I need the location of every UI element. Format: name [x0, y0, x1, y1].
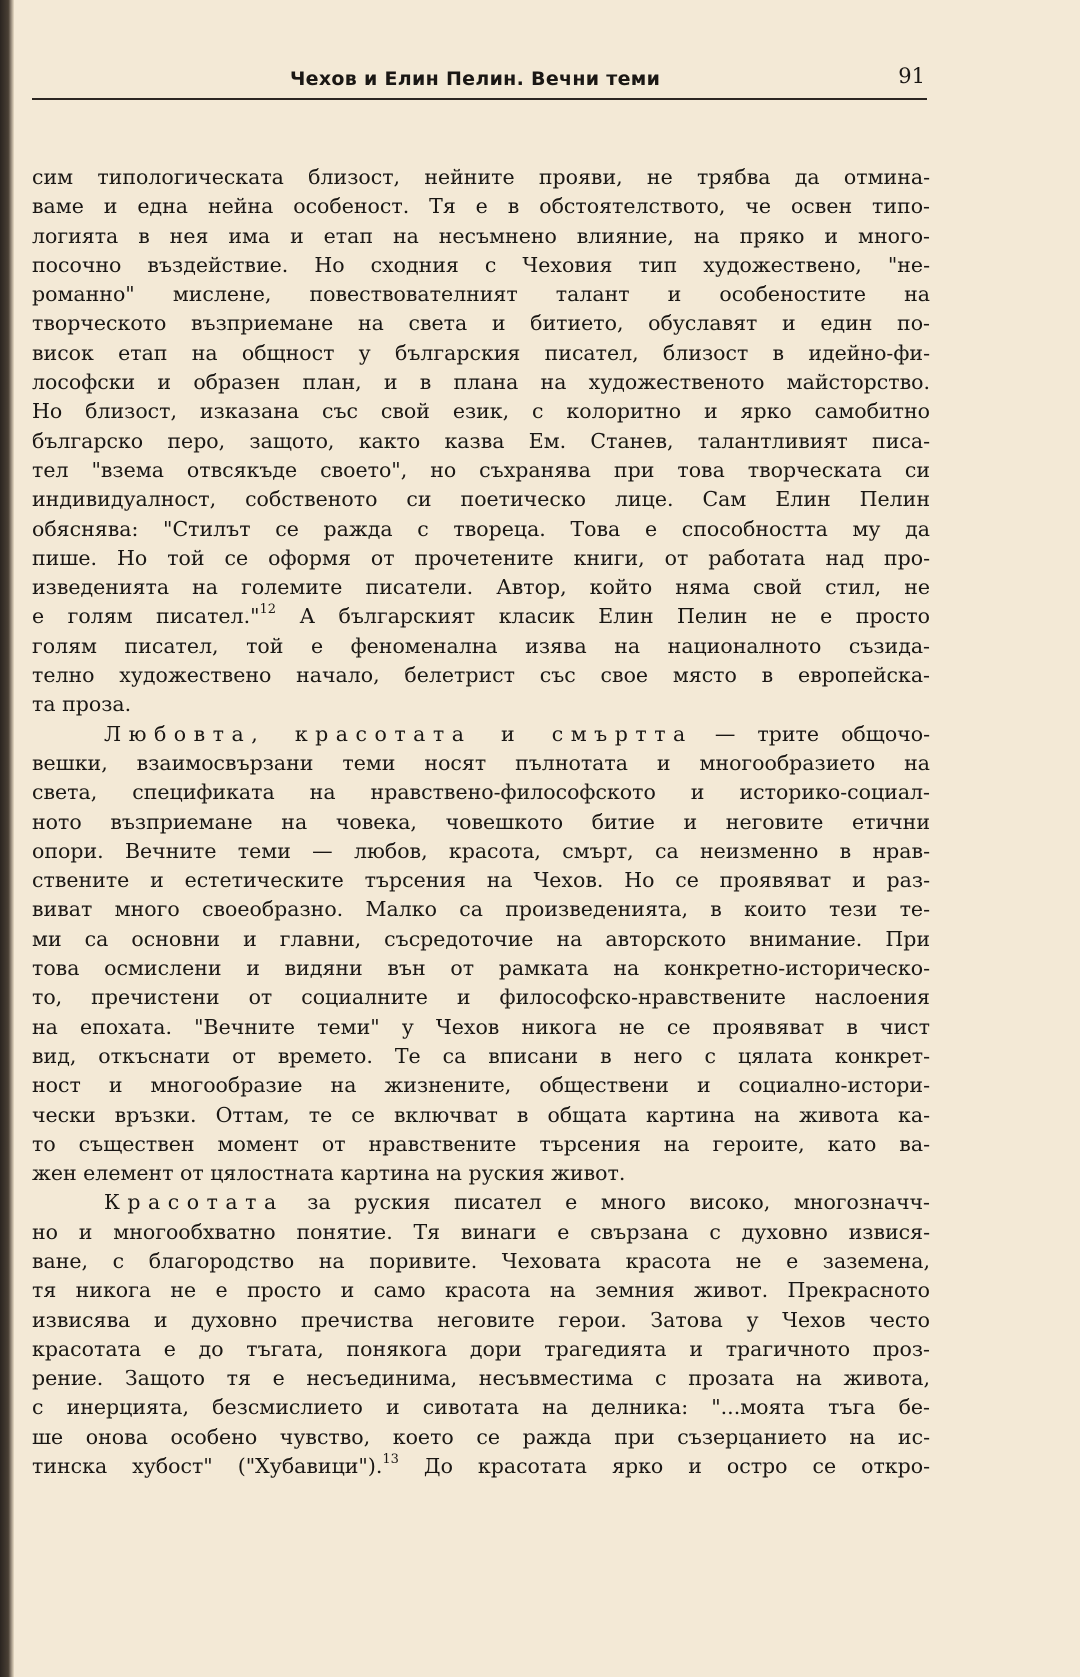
line-text: извисява и духовно пречиства неговите герои. Затова у Чехов често [32, 1307, 930, 1332]
text-line [32, 1423, 930, 1452]
text-line [32, 866, 930, 895]
text-line [32, 632, 930, 661]
line-text: то съществен момент от нравствените търсения на героите, като ва- [32, 1131, 930, 1156]
text-line [32, 1306, 930, 1335]
line-text: логията в нея има и етап на несъмнено влияние, на пряко и много- [32, 223, 930, 248]
line-text: света, спецификата на нравствено-философското и историко-социал- [32, 780, 930, 805]
text-line [32, 192, 930, 221]
footnote-marker: 13 [382, 1452, 399, 1468]
line-text: ше онова особено чувство, което се ражда при съзерцанието на ис- [32, 1424, 930, 1449]
line-text: лософски и образен план, и в плана на художественото майсторство. [32, 370, 930, 395]
text-line [32, 163, 930, 192]
line-text: опори. Вечните теми — любов, красота, смърт, са неизменно в нрав- [32, 838, 930, 863]
text-line [32, 749, 930, 778]
text-line [32, 1393, 930, 1422]
line-text: изведенията на големите писатели. Автор, който няма свой стил, не [32, 575, 930, 600]
line-text: ваме и една нейна особеност. Тя е в обстоятелството, че освен типо- [32, 194, 930, 219]
line-text: сим типологическата близост, нейните прояви, не трябва да отмина- [32, 165, 930, 189]
text-line [32, 515, 930, 544]
text-line [32, 720, 930, 749]
line-text: виват много своеобразно. Малко са произведенията, в които тези те- [32, 897, 930, 922]
text-line [32, 427, 930, 456]
text-line [32, 925, 930, 954]
line-text: но и многообхватно понятие. Тя винаги е свързана с духовно извися- [32, 1219, 930, 1244]
line-text: тел "взема отвсякъде своето", но съхранява при това творческата си [32, 457, 930, 482]
line-text: романно" мислене, повествователният талант и особеностите на [32, 282, 930, 307]
line-text: ми са основни и главни, съсредоточие на авторското внимание. При [32, 926, 930, 951]
text-line [32, 573, 930, 602]
text-line [32, 1276, 930, 1305]
text-line [32, 456, 930, 485]
line-text: та проза. [32, 692, 132, 717]
line-text: творческото възприемане на света и битието, обуславят и един по- [32, 311, 930, 336]
line-text: ствените и естетическите търсения на Чехов. Но се проявяват и раз- [32, 868, 930, 893]
text-line [32, 251, 930, 280]
line-text: ност и многообразие на жизнените, обществени и социално-истори- [32, 1073, 930, 1098]
line-text: тинска хубост" ("Хубавици"). [32, 1454, 383, 1479]
text-line [32, 602, 930, 631]
line-text: посочно въздействие. Но сходния с Чеховия тип художествено, "не- [32, 252, 930, 277]
text-line [32, 1013, 930, 1042]
line-text-continued: — трите общочо- [692, 721, 931, 746]
text-line [32, 1218, 930, 1247]
line-text: висок етап на общност у българския писател, близост в идейно-фи- [32, 340, 930, 365]
text-line [32, 954, 930, 983]
line-text-continued: А българският класик Елин Пелин не е просто [276, 604, 930, 629]
line-text: това осмислени и видяни вън от рамката на конкретно-историческо- [32, 956, 930, 981]
line-text: ване, с благородство на поривите. Чеховата красота не е заземена, [32, 1248, 930, 1273]
line-text: тя никога не е просто и само красота на земния живот. Прекрасното [32, 1278, 930, 1303]
text-line [32, 368, 930, 397]
line-text: с инерцията, безсмислието и сивотата на делника: "...моята тъга бе- [32, 1395, 930, 1420]
text-line [32, 1452, 930, 1481]
line-text: телно художествено начало, белетрист със свое място в европейска- [32, 663, 930, 688]
line-text: то, пречистени от социалните и философско-нравствените наслоения [32, 985, 930, 1010]
emphasized-theme-word: Любовта, красотата и смъртта [104, 721, 693, 746]
line-text: ното възприемане на човека, човешкото битие и неговите етични [32, 809, 930, 834]
line-text: обяснява: "Стилът се ражда с твореца. Това е способността му да [32, 516, 930, 541]
text-line [32, 309, 930, 338]
line-text: вешки, взаимосвързани теми носят пълнотата и многообразието на [32, 750, 930, 775]
page-number: 91 [898, 64, 925, 88]
text-line [32, 1101, 930, 1130]
line-text: вид, откъснати от времето. Те са вписани в него с цялата конкрет- [32, 1043, 930, 1068]
line-text: пише. Но той се оформя от прочетените книги, от работата над про- [32, 545, 930, 570]
text-line [32, 1071, 930, 1100]
text-line [32, 485, 930, 514]
text-line [32, 280, 930, 309]
text-line [32, 397, 930, 426]
text-line [32, 1042, 930, 1071]
line-text: на епохата. "Вечните теми" у Чехов никога не се проявяват в чист [32, 1014, 930, 1039]
text-line [32, 837, 930, 866]
text-line [32, 1188, 930, 1217]
text-line [32, 661, 930, 690]
text-line [32, 778, 930, 807]
text-line [32, 1335, 930, 1364]
line-text: рение. Защото тя е несъединима, несъвместима с прозата на живота, [32, 1366, 930, 1391]
line-text: индивидуалност, собственото си поетическо лице. Сам Елин Пелин [32, 487, 930, 512]
text-line [32, 339, 930, 368]
text-line [32, 690, 930, 719]
line-text: голям писател, той е феноменална изява на националното съзида- [32, 633, 930, 658]
line-text: красотата е до тъгата, понякога дори трагедията и трагичното проз- [32, 1336, 930, 1361]
line-text: Но близост, изказана със свой език, с колоритно и ярко самобитно [32, 399, 930, 424]
footnote-marker: 12 [259, 602, 277, 618]
text-line [32, 222, 930, 251]
line-text: е голям писател." [32, 604, 260, 629]
line-text: чески връзки. Оттам, те се включват в общата картина на живота ка- [32, 1102, 930, 1127]
book-spine-shadow [0, 0, 14, 1677]
text-line [32, 895, 930, 924]
line-text: българско перо, защото, както казва Ем. Станев, талантливият писа- [32, 428, 930, 453]
emphasized-theme-word: Красотата [104, 1190, 284, 1215]
running-header [32, 62, 927, 100]
text-line [32, 1247, 930, 1276]
line-text-continued: за руския писател е много високо, многозначч- [283, 1190, 930, 1215]
body-text [32, 163, 930, 1481]
running-title: Чехов и Елин Пелин. Вечни теми [290, 68, 661, 90]
text-line [32, 1159, 930, 1188]
text-line [32, 1364, 930, 1393]
text-line [32, 1130, 930, 1159]
text-line [32, 544, 930, 573]
line-text: жен елемент от цялостната картина на руския живот. [32, 1161, 626, 1186]
text-line [32, 983, 930, 1012]
line-text-continued: До красотата ярко и остро се откро- [398, 1454, 930, 1479]
text-line [32, 808, 930, 837]
book-page [32, 0, 932, 1677]
